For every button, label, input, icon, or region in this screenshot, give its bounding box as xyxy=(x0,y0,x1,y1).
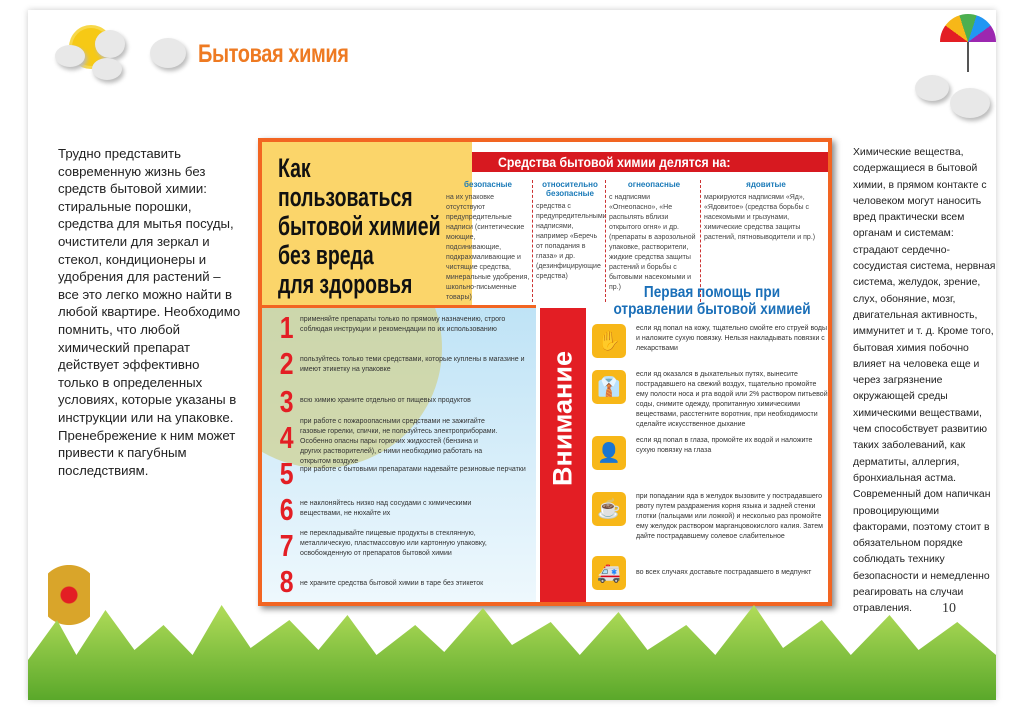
rule-text: не наклоняйтесь низко над сосудами с химическими веществами, не нюхайте их xyxy=(300,500,472,517)
rule-text: при работе с бытовыми препаратами надевайте резиновые перчатки xyxy=(300,466,526,473)
category-safe: безопасные на их упаковке отсутствуют предупредительные надписи (синтетические моющие, подсинивающие, подкрахмаливающие и чистящие средства, минеральные удобрения, школьно-письменные товары) xyxy=(446,180,530,301)
rule-number: 3 xyxy=(279,384,294,419)
rule-number: 6 xyxy=(279,492,294,527)
cloud-icon xyxy=(92,58,122,80)
category-relatively-safe: относительно безопасные средства с предупредительными надписями, например «Беречь от попадания в глаза» и др. (дезинфицирующие средства) xyxy=(536,180,607,280)
first-aid-title: Первая помощь при отравлении бытовой химией xyxy=(613,284,811,318)
hand-water-icon: ✋ xyxy=(592,324,626,358)
rule-text: применяйте препараты только по прямому назначению, строго соблюдая инструкции и рекомендации по их использованию xyxy=(300,316,506,333)
cloud-icon xyxy=(150,38,186,68)
rule-number: 5 xyxy=(279,456,294,491)
rule-text: всю химию храните отдельно от пищевых продуктов xyxy=(300,397,471,404)
category-poisonous: ядовитые маркируются надписями «Яд», «Ядовитое» (средства борьбы с насекомыми и грызунами, химические средства защиты растений, пятновыводители и пр.) xyxy=(704,180,816,241)
categories-heading: Средства бытовой химии делятся на: xyxy=(472,152,828,172)
rule-text: при работе с пожароопасными средствами не зажигайте газовые горелки, спички, не пользуйтесь электроприборами. Особенно опасны пары горючих жидкостей (бензина и других растворителей), с ними необходимо работать на открытом воздухе xyxy=(300,418,498,465)
ambulance-icon: 🚑 xyxy=(592,556,626,590)
page-number: 10 xyxy=(942,601,956,616)
safety-poster: Средства бытовой химии делятся на: безопасные на их упаковке отсутствуют предупредительные надписи (синтетические моющие, подсинивающие, подкрахмаливающие и чистящие средства, минеральные удобрения, школьно-письменные товары) относительно безопасные средства с предупредительными надписями, например «Беречь от попадания в глаза» и др. (дезинфицирующие средства) огнеопасные с надписями «Огнеопасно», «Не распылять вблизи открытого огня» и др. (препараты в аэрозольной упаковке, растворители, жидкие средства защиты растений и борьбы с бытовыми насекомыми и пр.) ядовитые маркируются надписями «Яд», «Ядовитое» (средства борьбы с насекомыми и грызунами, химические средства защиты растений, пятновыводители и пр.) Как пользоваться бытовой химией без вреда для здоровья 1 применяйте препараты только по прямому назначению, строго соблюдая инструкции и рекомендации по их использованию 2 пользуйтесь только теми средствами, которые куплены в магазине и имеют этикетку на упаковке 3 всю химию храните отдельно от пищевых продуктов 4 при работе с пожароопасными средствами не зажигайте газовые горелки, спички, не пользуйтесь электроприборами. Особенно опасны пары горючих жидкостей (бензина и других растворителей), с ними необходимо работать на открытом воздухе 5 при работе с бытовыми препаратами надевайте резиновые перчатки 6 не наклоняйтесь низко над сосудами с химическими веществами, не нюхайте их 7 не перекладывайте пищевые продукты в стеклянную, металлическую, пластмассовую или картонную упаковку, освобожденную от препаратов бытовой химии 8 не храните средства бытовой химии в таре без этикеток Внимание Первая помощь при отравлении бытовой химией ✋ если яд попал на кожу, тщательно смойте его струей воды и наложите сухую повязку. Нельзя накладывать повязки с лекарствами 👔 если яд оказался в дыхательных путях, вынесите пострадавшего на свежий воздух, тщательно промойте ему полости носа и рта водой или 2% раствором питьевой соды, снимите одежду, пропитанную химическими веществами, расстегните воротник, при необходимости сделайте искусственное дыхание 👤 если яд попал в глаза, промойте их водой и наложите сухую повязку на глаза ☕ при попадании яда в желудок вызовите у пострадавшего рвоту путем раздражения корня языка и задней стенки глотки (пальцами или ложкой) и несколько раз промойте ему желудок раствором марганцовокислого калия. Затем дайте пострадавшему солевое слабительное 🚑 во всех случаях доставьте пострадавшего в медпункт xyxy=(258,138,832,606)
page-title: Бытовая химия xyxy=(198,40,349,68)
intro-paragraph: Трудно представить современную жизнь без средств бытовой химии: стиральные порошки, средства для мытья посуды, очистители для зеркал и стекол, кондиционеры и удобрения для растений – все это легко можно найти в любой квартире. Необходимо помнить, что любой химический препарат действует эффективно только в определенных условиях, которые указаны в инструкции или на упаковке. Пренебрежение к ним может привести к пагубным последствиям. xyxy=(58,146,241,478)
cloud-icon xyxy=(55,45,85,67)
cloud-icon xyxy=(915,75,949,101)
rule-number: 7 xyxy=(279,528,294,563)
eye-wash-icon: 👤 xyxy=(592,436,626,470)
cloud-icon xyxy=(95,30,125,58)
rule-text: не храните средства бытовой химии в таре без этикеток xyxy=(300,580,484,587)
rule-number: 2 xyxy=(279,346,294,381)
attention-banner: Внимание xyxy=(540,308,586,602)
rule-number: 8 xyxy=(279,564,294,599)
poster-title: Как пользоваться бытовой химией без вреда для здоровья xyxy=(262,142,442,305)
rule-text: пользуйтесь только теми средствами, которые куплены в магазине и имеют этикетку на упаковке xyxy=(300,356,525,373)
rule-number: 4 xyxy=(279,420,294,455)
category-flammable: огнеопасные с надписями «Огнеопасно», «Не распылять вблизи открытого огня» и др. (препараты в аэрозольной упаковке, растворители, жидкие средства защиты растений и борьбы с бытовыми насекомыми и пр.) xyxy=(609,180,696,291)
effects-paragraph: Химические вещества, содержащиеся в бытовой химии, в прямом контакте с человеком могут наносить вред практически всем органам и системам: страдают сердечно-сосудистая система, нервная система, желудок, зрение, слух, обоняние, мозг, двигательная активность, иммунитет и т. д. Кроме того, бытовая химия побочно влияет на человека еще и через загрязнение окружающей среды химическими веществами, чем способствует развитию таких заболеваний, как дерматиты, аллергия, бронхиальная астма. Современный дом напичкан провоцирующими факторами, поэтому стоит в обязательном порядке соблюдать технику безопасности и немедленно реагировать на случаи отравления. xyxy=(853,147,996,615)
cloud-icon xyxy=(950,88,990,118)
rule-text: не перекладывайте пищевые продукты в стеклянную, металлическую, пластмассовую или картонную упаковку, освобожденную от препаратов бытовой химии xyxy=(300,530,487,557)
shirt-collar-icon: 👔 xyxy=(592,370,626,404)
rule-number: 1 xyxy=(279,310,294,345)
cup-icon: ☕ xyxy=(592,492,626,526)
